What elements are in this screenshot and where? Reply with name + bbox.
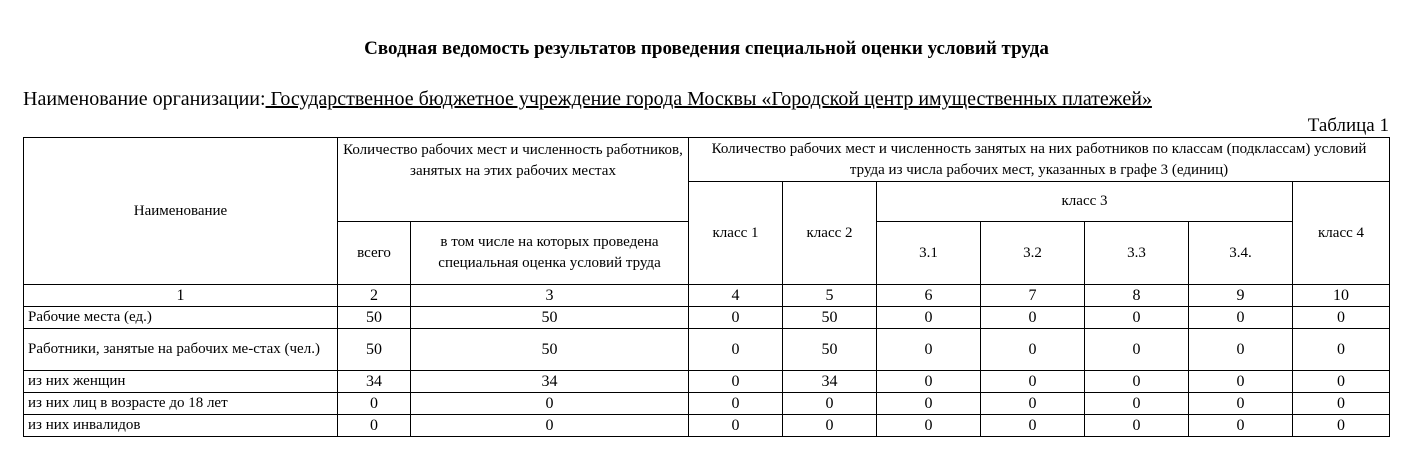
table-cell: 0	[411, 393, 689, 415]
table-cell: 0	[1189, 415, 1293, 437]
column-number: 6	[877, 285, 981, 307]
table-cell: 0	[877, 371, 981, 393]
table-cell: 50	[338, 307, 411, 329]
table-cell: 0	[1189, 329, 1293, 371]
table-cell: 0	[783, 415, 877, 437]
header-class-1: класс 1	[689, 182, 783, 285]
row-label: из них женщин	[24, 371, 338, 393]
table-cell: 50	[338, 329, 411, 371]
table-cell: 0	[1085, 415, 1189, 437]
header-subclass-3-2: 3.2	[981, 222, 1085, 285]
row-label: из них инвалидов	[24, 415, 338, 437]
header-name: Наименование	[24, 138, 338, 285]
table-cell: 0	[981, 329, 1085, 371]
table-row-under-18	[24, 393, 1390, 415]
table-cell: 0	[689, 371, 783, 393]
table-row-workplaces	[24, 307, 1390, 329]
table-cell: 0	[1189, 307, 1293, 329]
column-number: 1	[24, 285, 338, 307]
table-cell: 0	[1293, 415, 1390, 437]
header-workplaces-group: Количество рабочих мест и численность работников, занятых на этих рабочих местах	[338, 138, 689, 222]
table-cell: 0	[1293, 329, 1390, 371]
table-cell: 0	[1189, 371, 1293, 393]
header-class-4: класс 4	[1293, 182, 1390, 285]
table-cell: 0	[981, 371, 1085, 393]
header-subclass-3-4: 3.4.	[1189, 222, 1293, 285]
table-cell: 34	[411, 371, 689, 393]
table-cell: 0	[338, 393, 411, 415]
table-cell: 50	[783, 307, 877, 329]
table-cell: 0	[1189, 393, 1293, 415]
row-label: из них лиц в возрасте до 18 лет	[24, 393, 338, 415]
document-title: Сводная ведомость результатов проведения специальной оценки условий труда	[364, 38, 1049, 59]
table-cell: 34	[338, 371, 411, 393]
header-subclass-3-1: 3.1	[877, 222, 981, 285]
table-cell: 0	[1085, 393, 1189, 415]
table-cell: 0	[877, 415, 981, 437]
table-cell: 0	[689, 393, 783, 415]
header-class-3: класс 3	[877, 182, 1293, 222]
column-number: 8	[1085, 285, 1189, 307]
column-number: 4	[689, 285, 783, 307]
table-cell: 0	[877, 329, 981, 371]
column-number: 7	[981, 285, 1085, 307]
organization-name: Государственное бюджетное учреждение города Москвы «Городской центр имущественных платежей»	[265, 88, 1152, 110]
header-total: всего	[338, 222, 411, 285]
table-cell: 0	[1293, 307, 1390, 329]
table-cell: 0	[981, 415, 1085, 437]
table-row-disabled	[24, 415, 1390, 437]
table-cell: 0	[689, 329, 783, 371]
header-subclass-3-3: 3.3	[1085, 222, 1189, 285]
table-cell: 0	[689, 415, 783, 437]
header-assessed: в том числе на которых проведена специальная оценка условий труда	[411, 222, 689, 285]
column-number-row	[24, 285, 1390, 307]
column-number: 9	[1189, 285, 1293, 307]
table-cell: 0	[783, 393, 877, 415]
table-cell: 0	[981, 393, 1085, 415]
organization-label: Наименование организации:	[23, 88, 266, 110]
table-cell: 50	[411, 329, 689, 371]
header-class-2: класс 2	[783, 182, 877, 285]
table-cell: 0	[981, 307, 1085, 329]
header-classes-group: Количество рабочих мест и численность занятых на них работников по классам (подклассам) условий труда из числа рабочих мест, указанных в графе 3 (единиц)	[689, 138, 1390, 182]
table-cell: 0	[877, 307, 981, 329]
column-number: 5	[783, 285, 877, 307]
table-cell: 34	[783, 371, 877, 393]
organization-line	[23, 88, 1152, 111]
table-cell: 0	[411, 415, 689, 437]
table-cell: 0	[877, 393, 981, 415]
table-row-employees	[24, 329, 1390, 371]
table-number: Таблица 1	[1307, 115, 1389, 136]
column-number: 10	[1293, 285, 1390, 307]
column-number: 3	[411, 285, 689, 307]
table-cell: 50	[783, 329, 877, 371]
table-cell: 0	[689, 307, 783, 329]
column-number: 2	[338, 285, 411, 307]
table-cell: 0	[1293, 393, 1390, 415]
table-cell: 0	[1293, 371, 1390, 393]
row-label: Работники, занятые на рабочих ме-стах (чел.)	[24, 329, 338, 371]
row-label: Рабочие места (ед.)	[24, 307, 338, 329]
table-cell: 0	[1085, 329, 1189, 371]
table-cell: 0	[338, 415, 411, 437]
table-cell: 0	[1085, 307, 1189, 329]
summary-table	[23, 137, 1390, 437]
table-cell: 50	[411, 307, 689, 329]
table-cell: 0	[1085, 371, 1189, 393]
table-row-women	[24, 371, 1390, 393]
